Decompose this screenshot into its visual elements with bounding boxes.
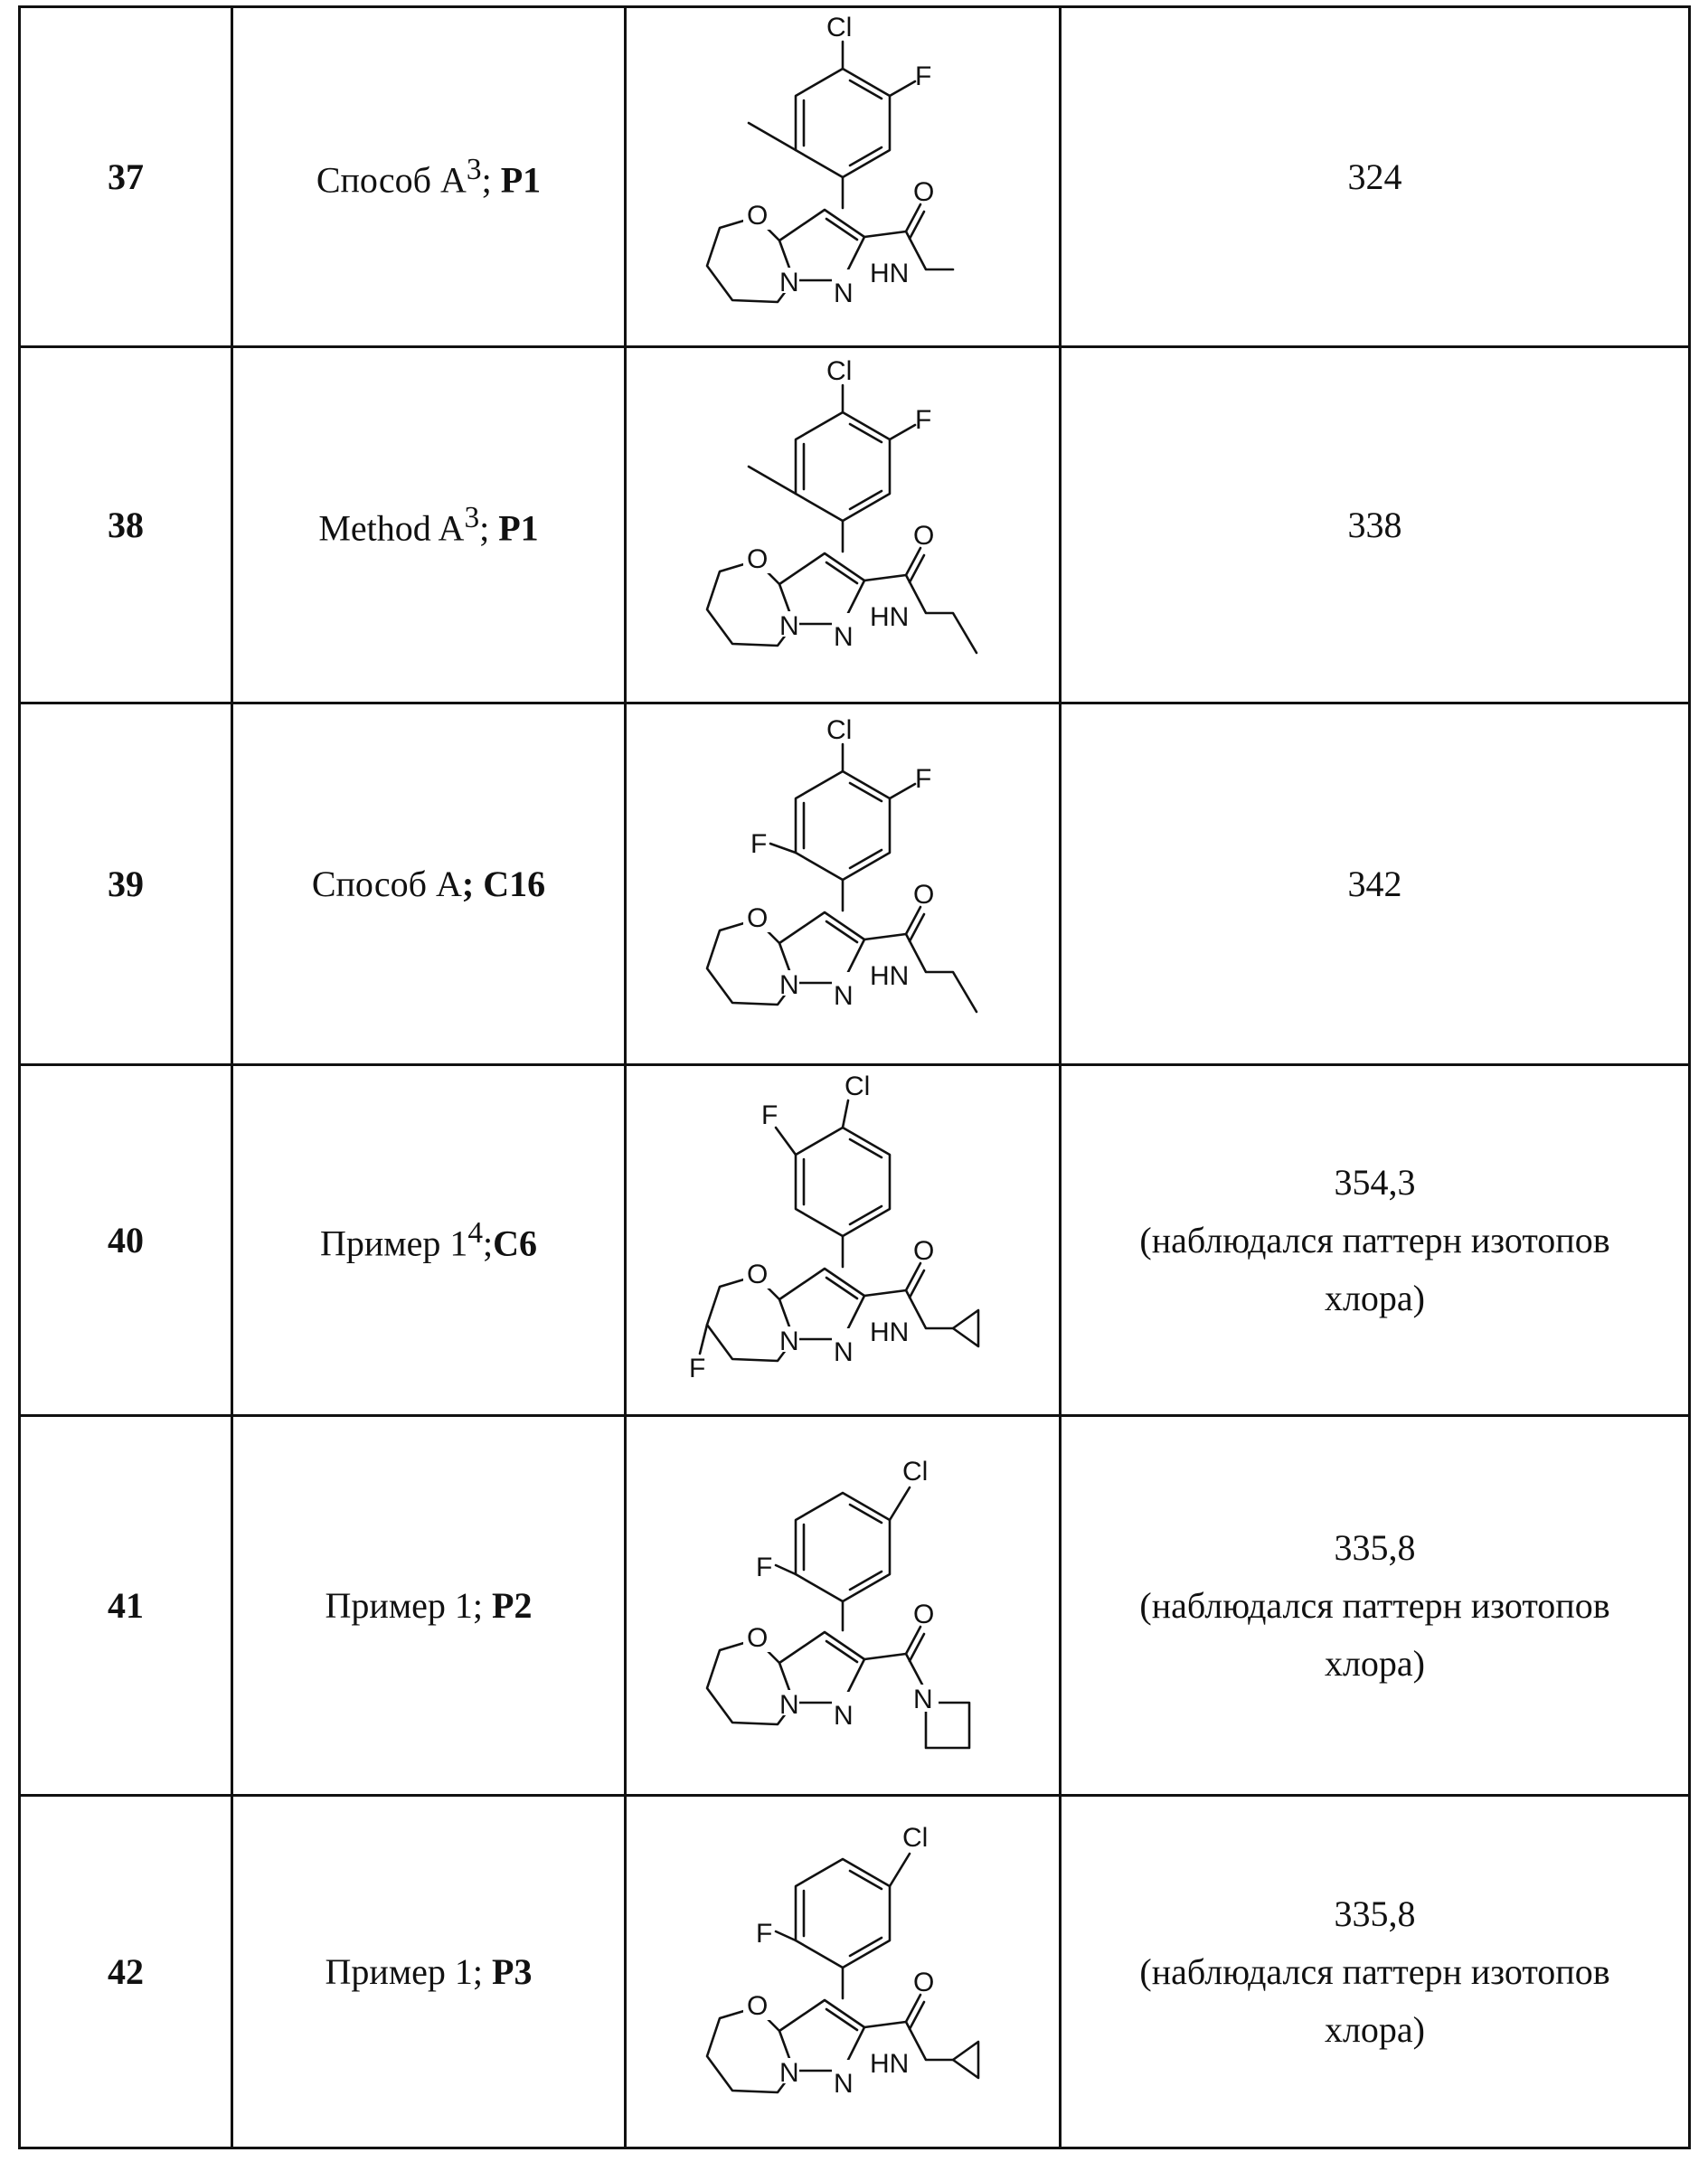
atom-o-ring: O bbox=[747, 200, 769, 231]
structure-37 bbox=[689, 14, 996, 340]
atom-f-ring: F bbox=[689, 1353, 706, 1383]
method-separator: ; bbox=[481, 159, 501, 201]
atom-n2: N bbox=[834, 2068, 854, 2099]
structure-cell bbox=[626, 1416, 1061, 1796]
compound-table bbox=[18, 5, 1691, 2149]
method-separator: ; bbox=[472, 1585, 493, 1626]
atom-n1: N bbox=[779, 267, 799, 297]
ms-value: 335,8 bbox=[1334, 1526, 1416, 1568]
atom-n2: N bbox=[834, 1336, 854, 1367]
atom-f: F bbox=[915, 763, 932, 794]
atom-o-carbonyl: O bbox=[913, 176, 935, 207]
structure-42 bbox=[689, 1805, 996, 2139]
method-reference: C6 bbox=[493, 1223, 538, 1264]
atom-amide: HN bbox=[870, 258, 910, 288]
atom-amide: HN bbox=[870, 1317, 910, 1347]
method-cell bbox=[232, 1065, 626, 1416]
atom-o-ring: O bbox=[747, 543, 769, 574]
method-cell bbox=[232, 703, 626, 1065]
atom-o-ring: O bbox=[747, 1622, 769, 1653]
atom-n2: N bbox=[834, 278, 854, 308]
structure-39 bbox=[689, 714, 996, 1052]
atom-n2: N bbox=[834, 621, 854, 652]
table-row bbox=[20, 347, 1690, 703]
table-row bbox=[20, 1065, 1690, 1416]
atom-n2: N bbox=[834, 1700, 854, 1731]
method-reference: P3 bbox=[492, 1951, 533, 1992]
ms-note-cont: хлора) bbox=[1324, 1277, 1426, 1318]
atom-amide: N bbox=[913, 1684, 933, 1714]
method-reference: P1 bbox=[500, 159, 542, 201]
method-separator: ; bbox=[483, 1223, 494, 1264]
table-row bbox=[20, 7, 1690, 347]
structure-cell bbox=[626, 7, 1061, 347]
atom-n1: N bbox=[779, 2057, 799, 2088]
method-separator: ; bbox=[461, 864, 484, 904]
atom-cl: Cl bbox=[902, 1456, 929, 1487]
structure-cell bbox=[626, 347, 1061, 703]
method-footnote: 4 bbox=[467, 1215, 483, 1250]
method-text: Пример 1 bbox=[319, 1223, 468, 1264]
compound-number: 39 bbox=[20, 703, 232, 1065]
atom-o-carbonyl: O bbox=[913, 1599, 935, 1629]
ms-value: 324 bbox=[1347, 156, 1402, 197]
method-reference: P1 bbox=[498, 507, 539, 549]
atom-cl: Cl bbox=[902, 1822, 929, 1853]
atom-amide: HN bbox=[870, 960, 910, 991]
atom-cl: Cl bbox=[826, 714, 853, 745]
compound-number: 42 bbox=[20, 1796, 232, 2148]
structure-cell bbox=[626, 1065, 1061, 1416]
atom-n1: N bbox=[779, 1689, 799, 1720]
atom-f: F bbox=[915, 61, 932, 91]
atom-o-carbonyl: O bbox=[913, 879, 935, 910]
method-cell bbox=[232, 347, 626, 703]
ms-value: 354,3 bbox=[1334, 1161, 1416, 1203]
method-separator: ; bbox=[479, 507, 499, 549]
ms-note: (наблюдался паттерн изотопов bbox=[1139, 1219, 1610, 1260]
compound-number: 40 bbox=[20, 1065, 232, 1416]
method-cell bbox=[232, 1416, 626, 1796]
atom-o-ring: O bbox=[747, 1259, 769, 1289]
structure-38 bbox=[689, 355, 996, 693]
compound-number: 38 bbox=[20, 347, 232, 703]
method-footnote: 3 bbox=[464, 500, 480, 534]
ms-cell bbox=[1061, 347, 1690, 703]
method-reference: C16 bbox=[483, 864, 546, 904]
table-row bbox=[20, 703, 1690, 1065]
atom-amide: HN bbox=[870, 601, 910, 632]
method-cell bbox=[232, 7, 626, 347]
atom-o-ring: O bbox=[747, 902, 769, 933]
ms-note: (наблюдался паттерн изотопов bbox=[1139, 1584, 1610, 1626]
atom-o-carbonyl: O bbox=[913, 520, 935, 551]
ms-note: (наблюдался паттерн изотопов bbox=[1139, 1950, 1610, 1992]
method-text: Пример 1 bbox=[325, 1585, 473, 1626]
structure-41 bbox=[689, 1430, 996, 1782]
atom-f: F bbox=[756, 1552, 773, 1582]
compound-number: 37 bbox=[20, 7, 232, 347]
atom-o-carbonyl: O bbox=[913, 1235, 935, 1266]
table-row bbox=[20, 1796, 1690, 2148]
compound-number: 41 bbox=[20, 1416, 232, 1796]
ms-cell bbox=[1061, 1796, 1690, 2148]
atom-f: F bbox=[756, 1918, 773, 1949]
ms-note-cont: хлора) bbox=[1324, 1642, 1426, 1684]
atom-cl: Cl bbox=[826, 355, 853, 386]
atom-cl: Cl bbox=[845, 1071, 871, 1101]
table-row bbox=[20, 1416, 1690, 1796]
ms-cell bbox=[1061, 7, 1690, 347]
atom-f-ortho: F bbox=[750, 828, 768, 859]
atom-f: F bbox=[915, 404, 932, 435]
atom-n1: N bbox=[779, 610, 799, 641]
ms-value: 338 bbox=[1347, 504, 1402, 545]
structure-40 bbox=[689, 1073, 996, 1408]
method-text: Способ A bbox=[311, 864, 462, 904]
atom-n1: N bbox=[779, 1326, 799, 1356]
atom-f: F bbox=[761, 1100, 779, 1130]
method-text: Method A bbox=[318, 507, 465, 549]
method-text: Способ A bbox=[316, 159, 467, 201]
structure-cell bbox=[626, 703, 1061, 1065]
method-reference: P2 bbox=[492, 1585, 533, 1626]
structure-cell bbox=[626, 1796, 1061, 2148]
method-cell bbox=[232, 1796, 626, 2148]
ms-cell bbox=[1061, 1416, 1690, 1796]
ms-value: 335,8 bbox=[1334, 1893, 1416, 1934]
ms-value: 342 bbox=[1347, 863, 1402, 904]
ms-cell bbox=[1061, 703, 1690, 1065]
method-text: Пример 1 bbox=[325, 1951, 473, 1992]
atom-cl: Cl bbox=[826, 12, 853, 42]
method-footnote: 3 bbox=[466, 152, 482, 186]
atom-o-ring: O bbox=[747, 1990, 769, 2021]
atom-o-carbonyl: O bbox=[913, 1967, 935, 1997]
atom-n1: N bbox=[779, 969, 799, 1000]
atom-n2: N bbox=[834, 980, 854, 1011]
ms-cell bbox=[1061, 1065, 1690, 1416]
method-separator: ; bbox=[472, 1951, 493, 1992]
atom-amide: HN bbox=[870, 2048, 910, 2079]
ms-note-cont: хлора) bbox=[1324, 2008, 1426, 2050]
